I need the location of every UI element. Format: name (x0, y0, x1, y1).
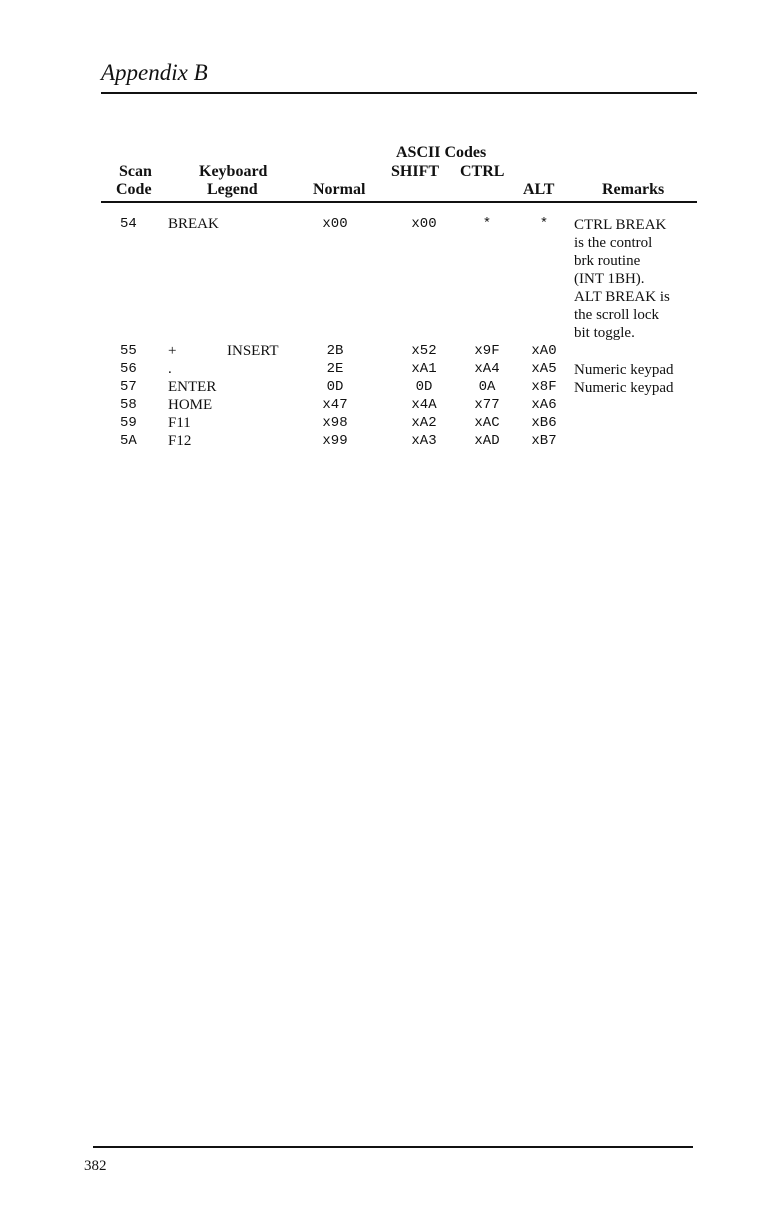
cell-legend: + (168, 343, 177, 359)
col-header-ctrl: CTRL (460, 163, 505, 180)
remark-line: (INT 1BH). (574, 271, 645, 287)
cell-remarks (574, 379, 674, 397)
col-header-keyboard: Keyboard (199, 163, 268, 180)
remark-line: ALT BREAK is (574, 289, 670, 305)
cell-scan-code: 58 (120, 397, 137, 413)
remark-line: Numeric keypad (574, 380, 674, 396)
cell-legend: . (168, 361, 172, 377)
remark-line: is the control (574, 235, 653, 251)
cell-shift: 0D (415, 379, 433, 395)
cell-legend: F12 (168, 433, 192, 449)
remark-line: bit toggle. (574, 325, 635, 341)
cell-ctrl: * (482, 216, 492, 232)
cell-ctrl: x9F (474, 343, 500, 359)
table-header-rule (101, 201, 697, 203)
cell-scan-code: 55 (120, 343, 137, 359)
cell-alt: xA5 (531, 361, 557, 377)
cell-alt: x8F (531, 379, 557, 395)
cell-scan-code: 5A (120, 433, 137, 449)
col-header-shift: SHIFT (391, 163, 440, 180)
cell-shift: xA1 (411, 361, 437, 377)
cell-alt: * (539, 216, 549, 232)
cell-normal: 2B (326, 343, 344, 359)
cell-ctrl: x77 (474, 397, 500, 413)
cell-remarks (574, 361, 674, 379)
cell-normal: x98 (322, 415, 348, 431)
cell-alt: xB6 (531, 415, 557, 431)
cell-normal: x00 (322, 216, 348, 232)
remark-line: Numeric keypad (574, 362, 674, 378)
cell-normal: 0D (326, 379, 344, 395)
cell-ctrl: xAC (474, 415, 500, 431)
ascii-codes-group-header: ASCII Codes (396, 144, 487, 161)
cell-scan-code: 59 (120, 415, 137, 431)
cell-scan-code: 57 (120, 379, 137, 395)
cell-shift: x4A (411, 397, 437, 413)
cell-ctrl: xAD (474, 433, 500, 449)
remark-line: CTRL BREAK (574, 217, 667, 233)
cell-normal: x99 (322, 433, 348, 449)
cell-legend-secondary: INSERT (227, 343, 279, 359)
remark-line: the scroll lock (574, 307, 659, 323)
cell-shift: x52 (411, 343, 437, 359)
cell-legend: F11 (168, 415, 191, 431)
page-header-title: Appendix B (101, 60, 208, 85)
cell-shift: xA3 (411, 433, 437, 449)
cell-scan-code: 56 (120, 361, 137, 377)
col-header-alt: ALT (523, 181, 555, 198)
col-header-scan: Scan (119, 163, 152, 180)
col-header-code: Code (116, 181, 152, 198)
cell-alt: xB7 (531, 433, 557, 449)
cell-legend: HOME (168, 397, 213, 413)
cell-legend: ENTER (168, 379, 217, 395)
remark-line: brk routine (574, 253, 641, 269)
cell-alt: xA0 (531, 343, 557, 359)
header-rule (101, 92, 697, 94)
footer-rule (93, 1146, 693, 1148)
col-header-normal: Normal (313, 181, 366, 198)
col-header-remarks: Remarks (602, 181, 665, 198)
cell-ctrl: 0A (478, 379, 496, 395)
cell-alt: xA6 (531, 397, 557, 413)
cell-remarks (574, 216, 670, 342)
cell-normal: x47 (322, 397, 348, 413)
cell-ctrl: xA4 (474, 361, 500, 377)
cell-shift: xA2 (411, 415, 437, 431)
col-header-legend: Legend (207, 181, 258, 198)
cell-shift: x00 (411, 216, 437, 232)
cell-normal: 2E (326, 361, 344, 377)
cell-scan-code: 54 (120, 216, 137, 232)
cell-legend: BREAK (168, 216, 219, 232)
page-number: 382 (84, 1158, 107, 1174)
